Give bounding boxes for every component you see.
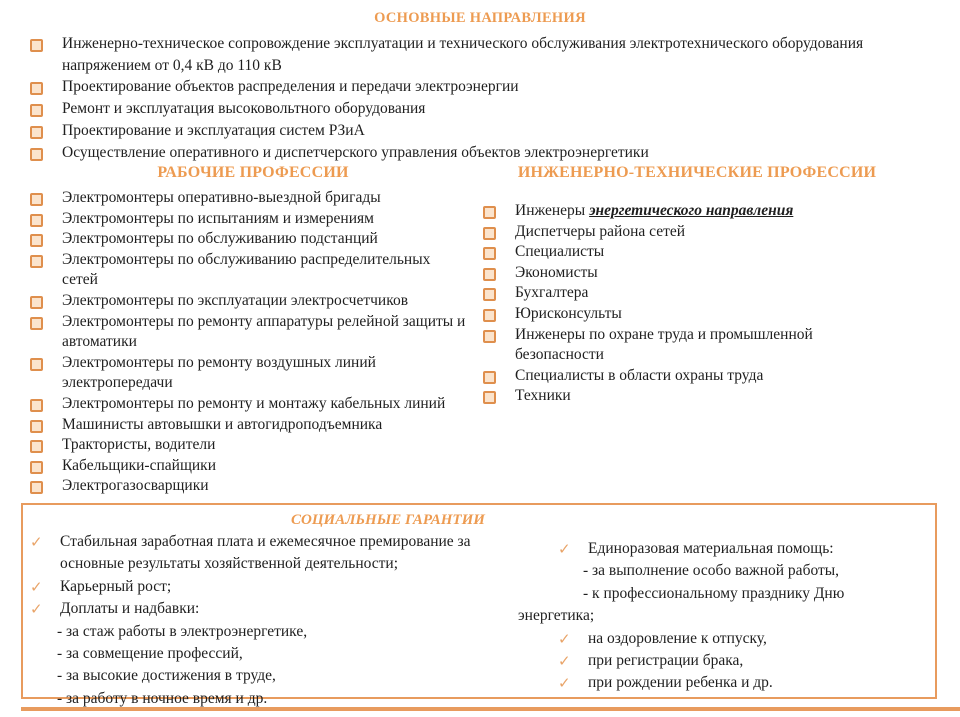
list-item-text: Техники — [515, 387, 571, 405]
list-item-text: Машинисты автовышки и автогидроподъемника — [62, 415, 383, 433]
list-item — [28, 120, 908, 142]
main-directions-list — [28, 33, 908, 163]
list-item — [481, 283, 843, 304]
square-bullet-icon — [30, 39, 43, 52]
list-item-text: Доплаты и надбавки: — [60, 600, 200, 618]
list-item-text: при рождении ребенка и др. — [588, 674, 773, 692]
list-subitem: - за высокие достижения в труде, — [57, 667, 276, 685]
list-item — [518, 650, 922, 672]
main-directions-title: ОСНОВНЫЕ НАПРАВЛЕНИЯ — [374, 10, 586, 26]
square-bullet-icon — [30, 296, 43, 309]
square-bullet-icon — [30, 255, 43, 268]
list-item-text: Единоразовая материальная помощь: — [588, 540, 834, 557]
list-subitem: - за работу в ночное время и др. — [57, 689, 268, 707]
list-item — [481, 242, 843, 263]
engineering-professions-title: ИНЖЕНЕРНО-ТЕХНИЧЕСКИЕ ПРОФЕССИИ — [517, 164, 877, 181]
checkmark-icon: ✓ — [558, 629, 571, 648]
list-item-text: Трактористы, водители — [62, 436, 216, 454]
square-bullet-icon — [30, 420, 43, 433]
list-item-text: Специалисты в области охраны труда — [515, 366, 764, 384]
square-bullet-icon — [30, 148, 43, 161]
list-item — [28, 229, 466, 250]
square-bullet-icon — [30, 440, 43, 453]
list-item — [481, 263, 843, 284]
social-guarantees-box — [21, 503, 937, 707]
list-item-text — [515, 201, 843, 222]
list-item — [28, 98, 908, 120]
list-item — [481, 222, 843, 243]
list-item — [28, 142, 908, 164]
list-item-text: Электромонтеры оперативно-выездной бригады — [62, 189, 381, 206]
square-bullet-icon — [30, 234, 43, 247]
square-bullet-icon — [483, 391, 496, 404]
square-bullet-icon — [30, 82, 43, 95]
square-bullet-icon — [30, 193, 43, 206]
list-item-text: Электромонтеры по ремонту аппаратуры релейной защиты и автоматики — [62, 312, 466, 351]
list-item — [28, 291, 466, 312]
list-item — [481, 386, 843, 407]
list-item-text: Проектирование и эксплуатация систем РЗиА — [62, 121, 365, 139]
square-bullet-icon — [30, 399, 43, 412]
list-item — [518, 538, 922, 560]
square-bullet-icon — [30, 461, 43, 474]
list-item-text: Инженерно-техническое сопровождение эксплуатации и технического обслуживания электротехнического оборудования напряжением от 0,4 кВ до 110 кВ — [62, 35, 864, 74]
list-item-text: при регистрации брака, — [588, 652, 744, 670]
list-item — [28, 394, 466, 415]
worker-professions-list — [28, 188, 466, 497]
bottom-accent-bar — [21, 707, 960, 711]
list-item — [481, 325, 843, 366]
list-item — [28, 353, 466, 394]
square-bullet-icon — [483, 309, 496, 322]
list-item — [28, 435, 466, 456]
list-item — [518, 672, 922, 694]
square-bullet-icon — [483, 268, 496, 281]
worker-professions-title: РАБОЧИЕ ПРОФЕССИИ — [157, 164, 349, 181]
list-subitem: - за стаж работы в электроэнергетике, — [57, 622, 308, 640]
list-item — [30, 531, 482, 576]
checkmark-icon: ✓ — [30, 577, 43, 596]
list-item — [28, 250, 466, 291]
list-item — [30, 576, 482, 598]
list-subitem: - за выполнение особо важной работы, — [583, 562, 840, 580]
checkmark-icon: ✓ — [30, 533, 43, 551]
list-item-text: Стабильная заработная плата и ежемесячное премирование за основные результаты хозяйственной деятельности; — [60, 533, 471, 573]
list-item-emphasis: энергетического направления — [589, 202, 794, 219]
checkmark-icon: ✓ — [558, 674, 571, 693]
list-item-text: Специалисты — [515, 243, 605, 261]
list-item-text: Инженеры по охране труда и промышленной безопасности — [515, 325, 813, 364]
list-subitem-continuation: энергетика; — [518, 607, 595, 625]
square-bullet-icon — [30, 214, 43, 227]
list-item-text: Ремонт и эксплуатация высоковольтного оборудования — [62, 100, 426, 118]
square-bullet-icon — [30, 481, 43, 494]
list-item-prefix: Инженеры — [515, 202, 590, 219]
engineering-professions-list — [481, 201, 843, 407]
list-item-text: Осуществление оперативного и диспетчерского управления объектов электроэнергетики — [62, 143, 649, 161]
list-item-text: Электромонтеры по испытаниям и измерениям — [62, 209, 374, 227]
square-bullet-icon — [483, 206, 496, 219]
list-item — [481, 201, 843, 222]
square-bullet-icon — [483, 227, 496, 240]
list-subitem: - к профессиональному празднику Дню — [583, 584, 845, 602]
social-guarantees-right-column — [518, 538, 922, 695]
square-bullet-icon — [483, 330, 496, 343]
square-bullet-icon — [483, 288, 496, 301]
list-item — [518, 628, 922, 650]
list-item — [28, 456, 466, 477]
square-bullet-icon — [30, 358, 43, 371]
list-item — [30, 598, 482, 620]
list-item — [28, 209, 466, 230]
list-item-text: Электромонтеры по ремонту и монтажу кабельных линий — [62, 394, 446, 412]
list-item-text: Электромонтеры по обслуживанию распределительных сетей — [62, 250, 431, 289]
list-item-text: Экономисты — [515, 263, 598, 281]
checkmark-icon: ✓ — [558, 652, 571, 671]
list-item-text: Кабельщики-спайщики — [62, 456, 217, 474]
list-item — [481, 366, 843, 387]
square-bullet-icon — [30, 317, 43, 330]
list-item — [28, 312, 466, 353]
list-item-text: Карьерный рост; — [60, 577, 172, 595]
checkmark-icon: ✓ — [558, 540, 571, 558]
list-item-text: Электрогазосварщики — [62, 477, 209, 495]
list-item-text: Юрисконсульты — [515, 304, 622, 322]
list-item — [28, 188, 466, 209]
list-item — [28, 76, 908, 98]
list-subitem: - за совмещение профессий, — [57, 645, 243, 663]
list-item — [481, 304, 843, 325]
list-item-text: Электромонтеры по ремонту воздушных линий электропередачи — [62, 353, 376, 392]
list-item — [28, 415, 466, 436]
list-item-text: Электромонтеры по эксплуатации электросчетчиков — [62, 291, 409, 309]
list-item-text: Бухгалтера — [515, 284, 589, 302]
social-guarantees-left-column — [30, 531, 482, 710]
list-item-text: Электромонтеры по обслуживанию подстанций — [62, 230, 378, 248]
list-item-text: Проектирование объектов распределения и передачи электроэнергии — [62, 78, 519, 96]
square-bullet-icon — [483, 247, 496, 260]
list-item — [28, 33, 908, 76]
square-bullet-icon — [483, 371, 496, 384]
checkmark-icon: ✓ — [30, 600, 43, 619]
list-item — [28, 476, 466, 497]
social-guarantees-title: СОЦИАЛЬНЫЕ ГАРАНТИИ — [291, 512, 485, 528]
square-bullet-icon — [30, 104, 43, 117]
list-item-text: на оздоровление к отпуску, — [588, 629, 767, 647]
square-bullet-icon — [30, 126, 43, 139]
list-item-text: Диспетчеры района сетей — [515, 222, 686, 240]
